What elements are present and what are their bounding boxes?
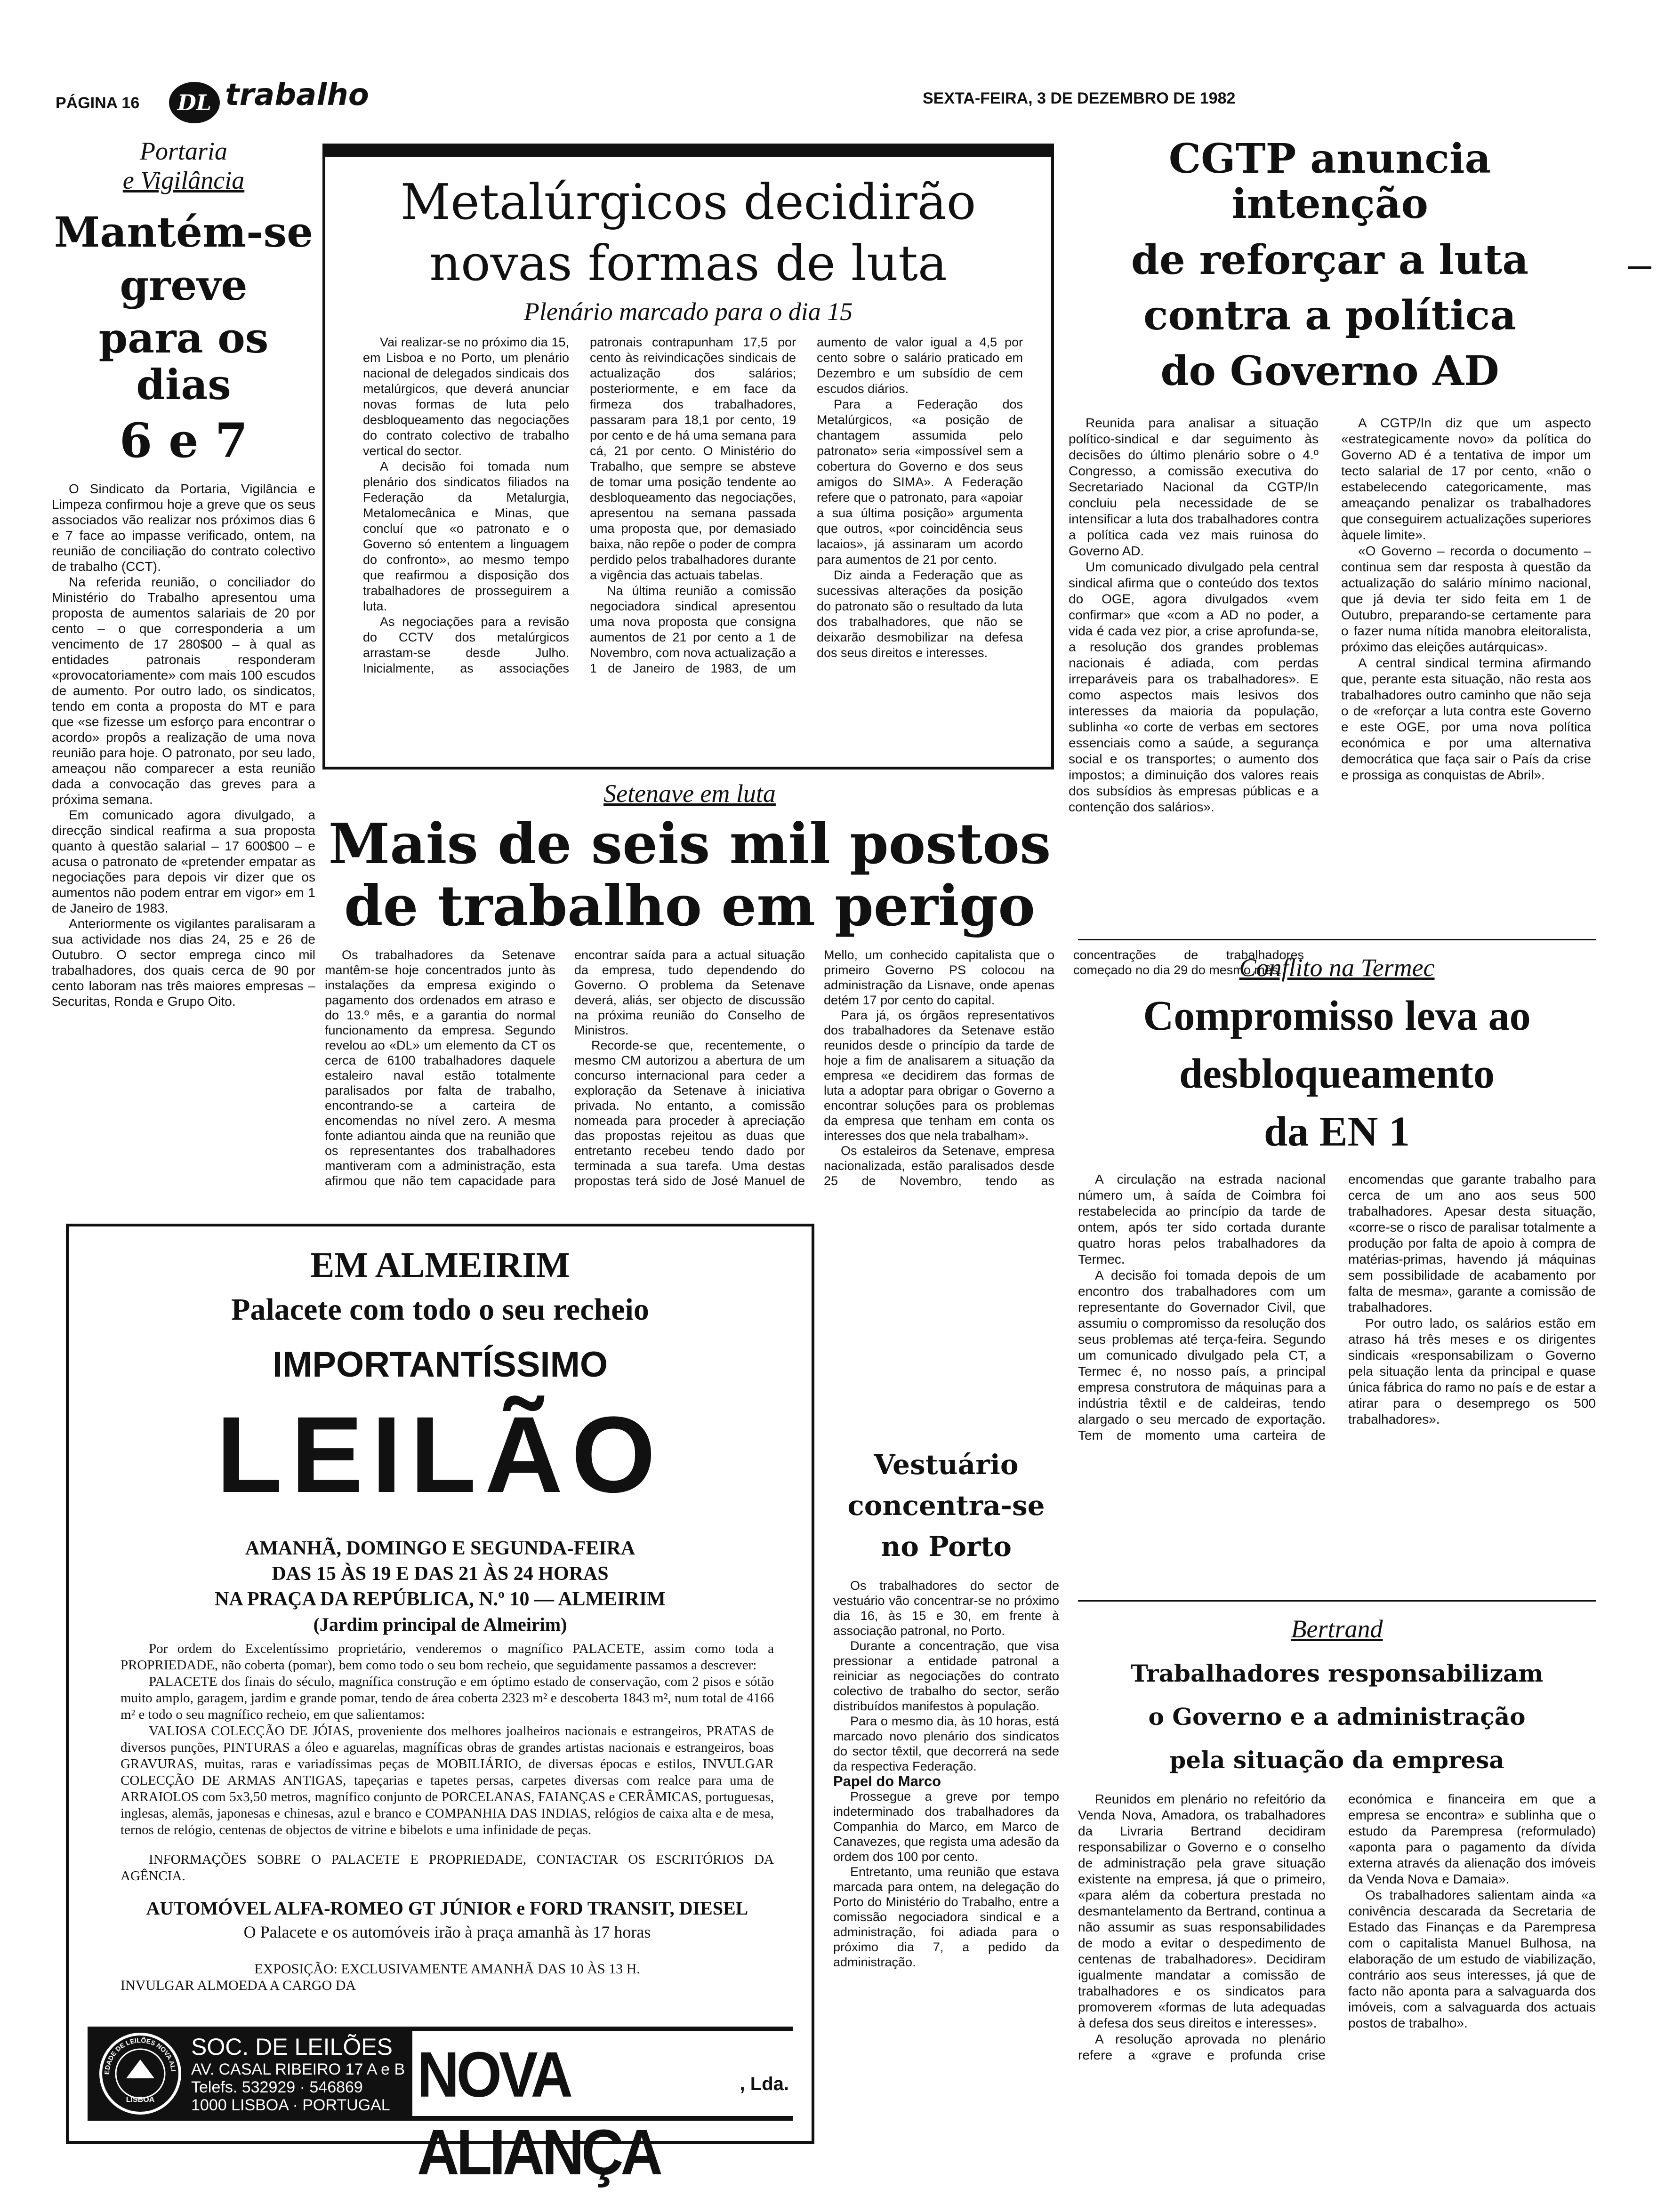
metalurgicos-top-rule [325,146,1051,157]
metalurgicos-box [322,144,1054,769]
metalurgicos-body [363,335,1023,749]
auctioneer-brand-suffix: , Lda. [740,2074,789,2094]
vestuario-headline-2: concentra-se [847,1489,1045,1522]
termec-paragraph: Por outro lado, os salários estão em atraso há três meses e os dirigentes sindicais «responsabilizam o Governo pela situação lenta da principal e quase única fábrica do ramo no país e de estar a atirar para o desemprego os 500 trabalhadores». [1348,1316,1596,1427]
section-title: trabalho [225,78,369,112]
cgtp-paragraph: A central sindical termina afirmando que, perante esta situação, não resta aos trabalhadores outro caminho que não seja o de «reforçar a luta contra este Governo e este OGE, por uma nova política económica e por uma alternativa democrática que faça sair o País da crise e prossiga as conquistas de Abril». [1341,655,1591,782]
metalurgicos-subtitle: Plenário marcado para o dia 15 [523,297,853,326]
cgtp-body [1069,415,1591,909]
portaria-paragraph: Anteriormente os vigilantes paralisaram a sua actividade nos dias 24, 25 e 26 de Outubro. O sector emprega cinco mil trabalhadores, dos quais cerca de 90 por cento laboram nas três maiores empresas – Securitas, Ronda e Grupo Oito. [52,916,315,1009]
vestuario-subhead: Papel do Marco [833,1772,941,1789]
portaria-paragraph: Em comunicado agora divulgado, a direcção sindical reafirma a sua proposta quanto à questão salarial – 17 600$00 – e acusa o patronato de «pretender empatar as negociações para depois vir dizer que os aumentos não podem entrar em vigor» em 1 de Janeiro de 1983. [52,808,315,916]
portaria-paragraph: Na referida reunião, o conciliador do Ministério do Trabalho apresentou uma proposta de aumentos salariais de 20 por cento – o que corresponderia a um vencimento de 17 280$00 – à qual as entidades patronais responderam «provocatoriamente» com mais 100 escudos de aumento. Por outro lado, os sindicatos, tendo em conta a proposta do MT e para que «se fizesse um esforço para encontrar o acordo» propôs a realização de uma nova reunião para hoje. O patronato, por seu lado, ameaçou não comparecer a esta reunião dada a convocação das greves para a próxima semana. [52,575,315,807]
setenave-kicker: Setenave em luta [603,779,776,808]
cgtp-paragraph: Reunida para analisar a situação político-sindical e dar seguimento às decisões do último plenário sobre o 4.º Congresso, a comissão executiva do Secretariado Nacional da CGTP/In concluiu pela necessidade de se intensificar a luta dos trabalhadores contra a política cada vez mais ruinosa do Governo AD. [1069,415,1319,558]
setenave-headline-1: Mais de seis mil postos [328,811,1051,876]
auctioneer-seal-city: LISBOA [126,2096,155,2104]
auction-ad [66,1224,814,2188]
ad-description [121,1641,774,1994]
auctioneer-seal-text: EDADE DE LEILÕES NOVA ALI [103,2036,177,2075]
auctioneer-logo-band [88,2027,793,2188]
bertrand-divider [1078,1600,1596,1602]
vestuario-headline-3: no Porto [881,1530,1012,1563]
metalurgicos-headline-2: novas formas de luta [429,234,947,292]
ad-paragraph: PALACETE dos finais do século, magnífica construção e em óptimo estado de conservação, com 2 pisos e sótão muito amplo, garagem, jardim e grande pomar, tendo de área coberta 2323 m² e descoberta 1843 m², num total de 4166 m² e todo o seu magnífico recheio, em que salientamos: [121,1674,774,1722]
dl-logo-icon [167,79,222,126]
ad-auctioneer-note: INVULGAR ALMOEDA A CARGO DA [121,1978,356,1993]
bertrand-headline-2: o Governo e a administração [1148,1703,1526,1731]
ad-cars: AUTOMÓVEL ALFA-ROMEO GT JÚNIOR e FORD TRANSIT, DIESEL [146,1898,748,1919]
termec-paragraph: A decisão foi tomada depois de um encontro dos trabalhadores com um representante do Governador Civil, que assumiu o compromisso da resolução dos seus problemas até terça-feira. Segundo um comunicado divulgado pela CT, a Termec é, no nosso país, a principal empresa construtora de máquinas para a indústria têxtil e de caldeiras, tendo alargado o seu mercado de exportação. Tem de momento uma carteira de encomendas que garante trabalho para cerca de um ano aos seus 500 trabalhadores. Apesar desta situação, «corre-se o risco de paralisar totalmente a produção por falta de apoio à compra de matérias-primas, havendo já máquinas sem possibilidade de acabamento por falta de mesma», garante a comissão de trabalhadores. [1078,1172,1596,1443]
termec-headline-3: da EN 1 [1263,1108,1410,1155]
metalurgicos-paragraph: Vai realizar-se no próximo dia 15, em Lisboa e no Porto, um plenário nacional de delegados sindicais dos metalúrgicos, que deverá anunciar novas formas de luta pelo desbloqueamento das negociações do contrato colectivo de trabalho vertical do sector. [363,335,569,458]
bertrand-body [1078,1791,1596,2196]
vestuario-paragraph: Os trabalhadores do sector de vestuário vão concentrar-se no próximo dia 16, às 15 e 30, em frente à associação patronal, no Porto. [833,1578,1059,1638]
auctioneer-city: 1000 LISBOA · PORTUGAL [191,2096,390,2114]
bertrand-paragraph: Os trabalhadores salientam ainda «a conivência descarada da Secretaria de Estado das Finanças e da Parempresa com o capitalista Manuel Bulhosa, na elaboração de um estudo de viabilização, contrário aos seus interesses, já que de facto não aponta para a salvaguarda dos imóveis, com a salvaguarda dos actuais postos de trabalho». [1348,1888,1596,2030]
ad-place-note: (Jardim principal de Almeirim) [313,1614,567,1635]
setenave-paragraph: Recorde-se que, recentemente, o mesmo CM autorizou a abertura de um concurso internacional para ceder a exploração da Setenave à iniciativa privada. No entanto, a comissão nomeada para proceder à apreciação das propostas rejeitou as duas que entretanto recebeu tendo dado por terminada a sua tarefa. Uma destas propostas terá sido de José Manuel de Mello, um conhecido capitalista que o primeiro Governo PS colocou na administração da Lisnave, onde apenas detém 17 por cento do capital. [574,948,1054,1188]
setenave-body [325,947,1304,1199]
portaria-kicker-2: e Vigilância [122,166,245,194]
metalurgicos-paragraph: Para a Federação dos Metalúrgicos, «a posição de chantagem assumida pelo patronato» seria «impossível sem a cobertura do Governo e dos seus amigos do SIMA». A Federação refere que o patronato, para «apoiar a sua última posição» argumenta que outros, «por coincidência seus lacaios», já assinaram um acordo para aumentos de 21 por cento. [817,397,1023,567]
ad-heading-leilao: LEILÃO [216,1394,664,1515]
termec-paragraph: A circulação na estrada nacional número um, à saída de Coimbra foi restabelecida ao princípio da tarde de ontem, após ter sido cortada durante quatro horas pelos trabalhadores da Termec. [1078,1172,1326,1267]
auctioneer-address: AV. CASAL RIBEIRO 17 A e B [191,2060,405,2078]
ad-exhibition: EXPOSIÇÃO: EXCLUSIVAMENTE AMANHÃ DAS 10 ÀS 13 H. [254,1961,640,1977]
cgtp-headline-1: CGTP anuncia intenção [1168,135,1491,228]
metalurgicos-paragraph: Diz ainda a Federação que as sucessivas alterações da posição do patronato são o resultado da luta dos trabalhadores, que não se deixarão desmobilizar na defesa dos seus direitos e interesses. [817,568,1023,660]
termec-body [1078,1171,1596,1548]
auctioneer-brand-panel [412,2031,794,2188]
vestuario-article [833,1450,1059,1970]
setenave-article [325,779,1304,1199]
ad-dates: AMANHÃ, DOMINGO E SEGUNDA-FEIRA [245,1538,635,1559]
portaria-body [52,481,315,1009]
vestuario-headline-1: Vestuário [874,1449,1019,1481]
termec-divider [1078,939,1596,940]
ad-heading-important: IMPORTANTÍSSIMO [272,1345,608,1385]
metalurgicos-paragraph: As negociações para a revisão do CCTV dos metalúrgicos arrastam-se desde Julho. Inicialmente, as associações patronais contrapunham 17,5 por cento às reivindicações sindicais de actualização dos salários; posteriormente, e em face da firmeza dos trabalhadores, passaram para 18,1 por cento, 19 por cento e de há uma semana para cá, 21 por cento. O Ministério do Trabalho, que sempre se absteve de tomar uma posição tendente ao desbloqueamento das negociações, apresentou na semana passada uma proposta que, por demasiado baixa, não repõe o poder de compra perdido pelos trabalhadores durante a vigência das actuais tabelas. [363,335,796,675]
termec-kicker: Conflito na Termec [1239,954,1435,982]
portaria-headline-3: para os dias [98,313,269,409]
setenave-headline-2: de trabalho em perigo [344,873,1035,939]
margin-mark [1628,266,1651,269]
cgtp-headline-3: contra a política [1143,291,1516,339]
setenave-paragraph: Os estaleiros da Setenave, empresa nacionalizada, estão paralisados desde 25 de Novembro, tendo as concentrações de trabalhadores começado no dia 29 do mesmo mês. [824,948,1304,1188]
termec-headline-1: Compromisso leva ao [1143,993,1531,1039]
setenave-paragraph: Para já, os órgãos representativos dos trabalhadores da Setenave estão reunidos desde o princípio da tarde de hoje a fim de analisarem a situação da empresa «e decidirem das formas de luta a adoptar para obrigar o Governo a encontrar soluções para os problemas da empresa que tenham em conta os interesses dos que nela trabalham». [824,1008,1054,1143]
portaria-headline-1: Mantém-se [54,208,314,256]
ad-hours: DAS 15 ÀS 19 E DAS 21 ÀS 24 HORAS [272,1563,609,1585]
ad-paragraph: VALIOSA COLECÇÃO DE JÓIAS, proveniente dos melhores joalheiros nacionais e estrangeiros, PRATAS de diversos punções, PINTURAS a óleo e aguarelas, magníficas obras de grandes artistas nacionais e estrangeiros, boas GRAVURAS, muitas, raras e variadíssimas peças de MOBILIÁRIO, de diversas épocas e estilos, INVULGAR COLECÇÃO DE ARMAS ANTIGAS, tapeçarias e tapetes persas, carpetes diversas com realce para uma de ARRAIOLOS com 5x3,50 metros, magnífico conjunto de PORCELANAS, FAIANÇAS e CERÂMICAS, portuguesas, inglesas, alemãs, japonesas e chinesas, azul e branco e COMPANHIA DAS INDIAS, relógios de caixa alta e de mesa, ternos de relógio, centenas de objectos de vitrine e bibelots e uma infinidade de peças. [121,1723,774,1837]
bertrand-headline-1: Trabalhadores responsabilizam [1130,1659,1544,1687]
auctioneer-brand: NOVA ALIANÇA [417,2039,660,2188]
portaria-headline-4: 6 e 7 [119,413,248,469]
dl-logo [167,79,222,126]
vestuario-paragraph: Prossegue a greve por tempo indeterminado dos trabalhadores da Companhia do Marco, em Marco de Canavezes, que regista uma adesão da ordem dos 100 por cento. [833,1789,1059,1864]
ad-heading-location: EM ALMEIRIM [310,1245,570,1285]
cgtp-paragraph: Um comunicado divulgado pela central sindical afirma que o conteúdo dos textos do OGE, agora divulgados «vem confirmar» que «com a AD no poder, a vida é cada vez pior, a crise aprofunda-se, a resolução dos grandes problemas nacionais é adiada, com perdas irreparáveis para os trabalhadores». E como aspectos mais lesivos dos interesses da maioria da população, sublinha «o corte de verbas em sectores essenciais como a saúde, a segurança social e os transportes; o aumento dos impostos; a diminuição dos valores reais dos subsídios às empresas públicas e a contenção dos salários». [1069,559,1319,814]
bertrand-kicker: Bertrand [1291,1615,1383,1643]
bertrand-article [1078,1614,1596,2196]
auctioneer-name: SOC. DE LEILÕES [191,2034,393,2060]
vestuario-paragraph: Para o mesmo dia, às 10 horas, está marcado novo plenário dos sindicatos do sector têxtil, que decorrerá na sede da respectiva Federação. [833,1714,1059,1773]
ad-cars-note: O Palacete e os automóveis irão à praça amanhã às 17 horas [243,1923,651,1941]
dl-logo-text: DL [177,90,212,115]
auctioneer-seal-icon [98,2031,183,2116]
ad-paragraph: Por ordem do Excelentíssimo proprietário, venderemos o magnífico PALACETE, assim como toda a PROPRIEDADE, não coberta (pomar), bem como todo o seu bom recheio, que seguidamente passamos a descrever: [121,1641,774,1673]
ad-heading-palace: Palacete com todo o seu recheio [231,1292,649,1327]
portaria-paragraph: O Sindicato da Portaria, Vigilância e Limpeza confirmou hoje a greve que os seus associados vão realizar nos próximos dias 6 e 7 face ao impasse verificado, ontem, na reunião de conciliação do contrato colectivo de trabalho (CCT). [52,481,315,574]
metalurgicos-paragraph: A decisão foi tomada num plenário dos sindicatos filiados na Federação da Metalurgia, Metalomecânica e Minas, que concluí que «o patronato e o Governo só ententem a linguagem do confronto», ao mesmo tempo que reafirmou a disposição dos trabalhadores de prosseguirem a luta. [363,459,569,613]
cgtp-paragraph: A CGTP/In diz que um aspecto «estrategicamente novo» da política do Governo AD é a tentativa de impor um tecto salarial de 17 por cento, «não o estabelecendo categoricamente, mas ameaçando penalizar os trabalhadores que conseguirem actualizações superiores àquele limite». [1341,415,1591,542]
ad-place: NA PRAÇA DA REPÚBLICA, N.º 10 — ALMEIRIM [215,1588,666,1610]
termec-headline-2: desbloqueamento [1179,1050,1495,1097]
ad-paragraph: INFORMAÇÕES SOBRE O PALACETE E PROPRIEDADE, CONTACTAR OS ESCRITÓRIOS DA AGÊNCIA. [121,1852,774,1883]
bertrand-paragraph: A resolução aprovada no plenário refere a «grave e profunda crise económica e financeira em que a empresa se encontra» e sublinha que o estudo da Parempresa (reformulado) «aponta para o pagamento da dívida externa através da alienação dos imóveis da Venda Nova e Damaia». [1078,1792,1596,2062]
cgtp-headline-2: de reforçar a luta [1131,236,1529,284]
vestuario-paragraph: Durante a concentração, que visa pressionar a entidade patronal a reiniciar as negociações do contrato colectivo de trabalho do sector, serão distribuídos manifestos à população. [833,1638,1059,1713]
setenave-paragraph: Os trabalhadores da Setenave mantêm-se hoje concentrados junto às instalações da empresa exigindo o pagamento dos ordenados em atraso e do 13.º mês, e a garantia do normal funcionamento da empresa. Segundo revelou ao «DL» um elemento da CT os cerca de 6100 trabalhadores daquele estaleiro naval estão totalmente paralisados por falta de trabalho, encontrando-se a carteira de encomendas no nível zero. A mesma fonte adiantou ainda que na reunião que os representantes dos trabalhadores mantiveram com a administração, esta afirmou que não tem capacidade para encontrar saída para a actual situação da empresa, tudo dependendo do Governo. O problema da Setenave deverá, aliás, ser objecto de discussão na próxima reunião do Conselho de Ministros. [325,948,805,1188]
cgtp-article [1069,136,1591,909]
metalurgicos-paragraph: Na última reunião a comissão negociadora sindical apresentou uma nova proposta que consigna aumentos de 21 por cento a 1 de Novembro, com nova actualização a 1 de Janeiro de 1983, de um aumento de valor igual a 4,5 por cento sobre o salário praticado em Dezembro e um subsídio de cem escudos diários. [590,335,1023,675]
metalurgicos-headline-1: Metalúrgicos decidirão [400,173,976,231]
auctioneer-phones: Telefs. 532929 · 546869 [191,2078,363,2096]
bertrand-paragraph: Reunidos em plenário no refeitório da Venda Nova, Amadora, os trabalhadores da Livraria Bertrand decidiram responsabilizar o Governo e o conselho de administração pela grave situação existente na empresa, já que o primeiro, «para além da cobertura prestada no desmantelamento da Bertrand, continua a não assumir as suas responsabilidades de modo a evitar o despedimento de centenas de trabalhadores». Decidiram igualmente mandatar a comissão de trabalhadores e os sindicatos para promoverem «formas de luta adequadas à defesa dos seus direitos e interesses». [1078,1792,1326,2030]
portaria-article [52,136,315,1009]
bertrand-headline-3: pela situação da empresa [1169,1746,1504,1774]
vestuario-body [833,1578,1059,1970]
termec-article [1078,953,1596,1548]
page-number: PÁGINA 16 [56,94,140,112]
vestuario-paragraph: Entretanto, uma reunião que estava marcada para ontem, na delegação do Porto do Ministério do Trabalho, entre a comissão negociadora sindical e a administração, foi adiada para o próximo dia 7, a pedido da administração. [833,1864,1059,1969]
portaria-headline-2: greve [120,260,248,310]
portaria-kicker: Portaria [139,137,228,165]
cgtp-headline-4: do Governo AD [1160,347,1499,395]
auctioneer-seal [98,2031,183,2116]
issue-date: SEXTA-FEIRA, 3 DE DEZEMBRO DE 1982 [923,89,1236,107]
cgtp-paragraph: «O Governo – recorda o documento – continua sem dar resposta à questão da actualização do salário mínimo nacional, que já devia ter sido feita em 1 de Outubro, preparando-se certamente para o fazer numa nítida manobra eleitoralista, próximo das eleições autárquicas». [1341,543,1591,654]
